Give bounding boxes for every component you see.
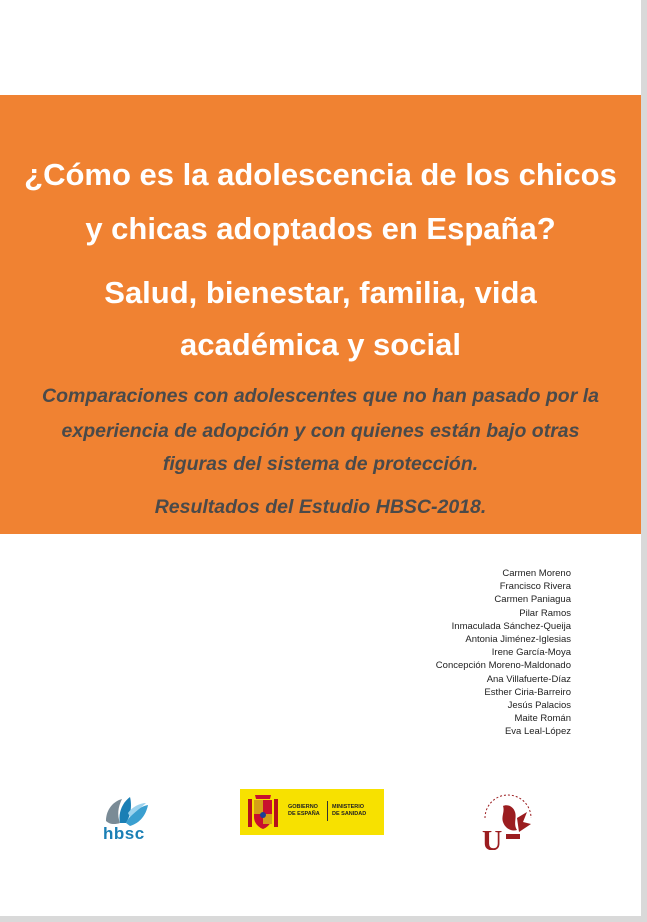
author-name: Esther Ciria-Barreiro [484,686,571,698]
author-name: Pilar Ramos [519,607,571,619]
author-name: Carmen Paniagua [494,594,571,606]
author-name: Maite Román [514,713,571,725]
government-text: GOBIERNO DE ESPAÑA [288,804,320,817]
author-name: Inmaculada Sánchez-Queija [451,620,571,632]
author-name: Francisco Rivera [499,581,571,593]
title-banner [0,95,641,534]
subtitle-line: Comparaciones con adolescentes que no han pasado por la [42,385,599,407]
hbsc-logo-text: hbsc [103,824,145,843]
author-list [436,567,571,739]
title-line: y chicas adoptados en España? [85,211,556,246]
author-name: Irene García-Moya [491,647,571,659]
title-line: Salud, bienestar, familia, vida [104,275,537,310]
svg-text:U: U [482,826,503,850]
page-edge [0,916,647,922]
author-name: Antonia Jiménez-Iglesias [465,634,571,646]
author-name: Carmen Moreno [502,568,571,579]
author-name: Jesús Palacios [507,700,571,712]
subtitle-line: Resultados del Estudio HBSC-2018. [154,496,487,518]
page-edge [641,0,647,922]
subtitle-line: figuras del sistema de protección. [162,453,479,475]
universidad-de-sevilla-seal-icon [473,788,543,850]
title-line: ¿Cómo es la adolescencia de los chicos [24,157,617,192]
author-name: Ana Villafuerte-Díaz [486,673,571,685]
ministry-text: MINISTERIO DE SANIDAD [332,804,367,817]
title-line: académica y social [180,327,461,362]
spanish-coat-of-arms-icon [246,791,280,833]
author-name: Eva Leal-López [504,726,571,738]
government-logo [240,789,384,835]
author-name: Concepción Moreno-Maldonado [435,660,571,672]
subtitle-line: experiencia de adopción y con quienes están bajo otras [61,420,580,442]
logo-divider [327,801,328,821]
